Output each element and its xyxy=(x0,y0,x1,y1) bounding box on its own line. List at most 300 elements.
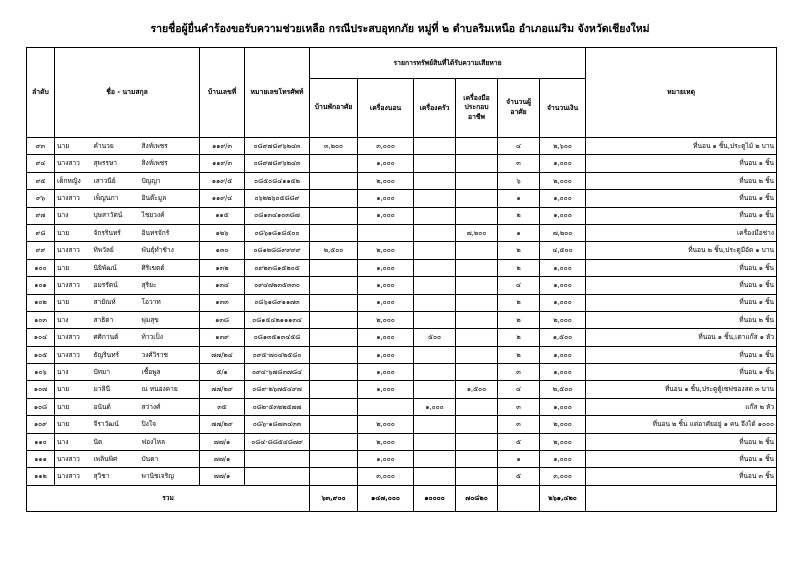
header-damage-group: รายการทรัพย์สินที่ได้รับความเสียหาย xyxy=(310,48,586,79)
cell-house xyxy=(310,416,358,433)
header-house: บ้านพักอาศัย xyxy=(310,79,358,138)
cell-phone: ๐๘๑๓๕๑๓๔๕๘ xyxy=(245,329,310,346)
cell-house xyxy=(310,259,358,276)
cell-last-name: อินทรจักร์ xyxy=(140,224,200,241)
cell-remark: ที่นอน ๑ ชิ้น,เตาแก๊ส ๑ หัว xyxy=(586,329,777,346)
cell-first-name: เพ็ญนภา xyxy=(92,190,140,207)
cell-house xyxy=(310,155,358,172)
cell-people: ๖ xyxy=(498,172,540,189)
cell-prefix: นางสาว xyxy=(55,329,92,346)
cell-remark: ที่นอน ๑ ชิ้น xyxy=(586,190,777,207)
cell-prefix: นาง xyxy=(55,311,92,328)
cell-seq: ๙๖ xyxy=(27,190,55,207)
table-row xyxy=(27,311,777,328)
total-people xyxy=(498,485,540,511)
cell-seq: ๑๐๔ xyxy=(27,329,55,346)
total-tools: ๗๐๘๒๐ xyxy=(456,485,498,511)
cell-house xyxy=(310,398,358,415)
cell-people: ๒ xyxy=(498,294,540,311)
header-mattress: เครื่องนอน xyxy=(358,79,414,138)
cell-amount: ๑,๕๐๐ xyxy=(540,329,586,346)
cell-people: ๔ xyxy=(498,277,540,294)
cell-kitchen xyxy=(414,138,456,155)
cell-house xyxy=(310,364,358,381)
cell-tools: ๑,๕๐๐ xyxy=(456,381,498,398)
cell-amount: ๒,๐๐๐ xyxy=(540,311,586,328)
cell-prefix: เด็กหญิง xyxy=(55,172,92,189)
cell-seq: ๑๐๑ xyxy=(27,277,55,294)
total-mattress: ๑๔๗,๐๐๐ xyxy=(358,485,414,511)
cell-people: ๓ xyxy=(498,398,540,415)
cell-remark: ที่นอน ๑ ชิ้น xyxy=(586,294,777,311)
cell-last-name: ไชยวงค์ xyxy=(140,207,200,224)
cell-kitchen: ๕๐๐ xyxy=(414,329,456,346)
cell-prefix: นาย xyxy=(55,138,92,155)
cell-amount: ๒,๐๐๐ xyxy=(540,172,586,189)
cell-house-no: ๑๓๔ xyxy=(200,277,245,294)
table-row xyxy=(27,172,777,189)
cell-people: ๕ xyxy=(498,433,540,450)
table-row xyxy=(27,259,777,276)
cell-kitchen xyxy=(414,468,456,485)
cell-house-no: ๑๓๐ xyxy=(200,242,245,259)
cell-people: ๒ xyxy=(498,346,540,363)
cell-prefix: นางสาว xyxy=(55,451,92,468)
cell-tools xyxy=(456,207,498,224)
cell-kitchen xyxy=(414,364,456,381)
cell-remark: ที่นอน ๑ ชิ้น,ประตูตู้เซฟของสด ๓ บาน xyxy=(586,381,777,398)
cell-phone xyxy=(245,468,310,485)
cell-phone: ๐๙๒๓๘๑๕๒๐๕ xyxy=(245,259,310,276)
cell-last-name: เชื้อพูล xyxy=(140,364,200,381)
cell-house xyxy=(310,329,358,346)
cell-last-name: ท้าวเป็ง xyxy=(140,329,200,346)
cell-people: ๔ xyxy=(498,138,540,155)
cell-house: ๓,๒๐๐ xyxy=(310,138,358,155)
cell-tools xyxy=(456,311,498,328)
cell-house xyxy=(310,294,358,311)
cell-first-name: เสาวนีย์ xyxy=(92,172,140,189)
cell-remark: ที่นอน ๑ ชิ้น xyxy=(586,364,777,381)
cell-people: ๑ xyxy=(498,224,540,241)
cell-first-name: ปัทมา xyxy=(92,364,140,381)
header-phone: หมายเลขโทรศัพท์ xyxy=(245,48,310,138)
cell-remark: ที่นอน ๑ ชิ้น xyxy=(586,277,777,294)
cell-mattress: ๑,๐๐๐ xyxy=(358,364,414,381)
cell-tools xyxy=(456,364,498,381)
cell-prefix: นาย xyxy=(55,224,92,241)
cell-kitchen xyxy=(414,224,456,241)
cell-tools xyxy=(456,433,498,450)
cell-remark: ที่นอน ๑ ชิ้น,ประตูไม้ ๒ บาน xyxy=(586,138,777,155)
cell-phone: ๐๙๕-๗๐๔๒๕๘๐ xyxy=(245,346,310,363)
table-row xyxy=(27,416,777,433)
cell-phone: ๐๘๖๑๘๑๘๕๐๐ xyxy=(245,224,310,241)
cell-first-name: สุพรรษา xyxy=(92,155,140,172)
cell-kitchen xyxy=(414,190,456,207)
cell-last-name: อินต๊ะมูล xyxy=(140,190,200,207)
cell-house-no: ๑๒๖ xyxy=(200,224,245,241)
cell-remark: ที่นอน ๑ ชิ้น xyxy=(586,259,777,276)
cell-tools xyxy=(456,416,498,433)
table-row xyxy=(27,294,777,311)
cell-kitchen xyxy=(414,416,456,433)
cell-seq: ๑๐๓ xyxy=(27,311,55,328)
cell-mattress: ๓,๐๐๐ xyxy=(358,468,414,485)
cell-house-no: ๗๗/๒๔ xyxy=(200,346,245,363)
cell-remark: ที่นอน ๑ ชิ้น xyxy=(586,451,777,468)
cell-mattress: ๑,๐๐๐ xyxy=(358,294,414,311)
table-row xyxy=(27,207,777,224)
cell-tools: ๗,๒๐๐ xyxy=(456,224,498,241)
cell-amount: ๑,๐๐๐ xyxy=(540,364,586,381)
table-row xyxy=(27,190,777,207)
cell-house-no: ๑๓๘ xyxy=(200,311,245,328)
total-row xyxy=(27,485,777,511)
cell-seq: ๑๑๑ xyxy=(27,451,55,468)
cell-house-no: ๗๗/๑ xyxy=(200,433,245,450)
cell-amount: ๑,๐๐๐ xyxy=(540,277,586,294)
cell-phone: ๐๘๙๗๘๙๖๒๔๓ xyxy=(245,138,310,155)
cell-prefix: นาง xyxy=(55,364,92,381)
cell-amount: ๑,๐๐๐ xyxy=(540,190,586,207)
cell-first-name: บุษสาวัตน์ xyxy=(92,207,140,224)
cell-first-name: สาธิตา xyxy=(92,311,140,328)
cell-prefix: นางสาว xyxy=(55,277,92,294)
cell-kitchen xyxy=(414,451,456,468)
applicants-table xyxy=(26,47,777,512)
cell-remark: เครื่องมือช่าง xyxy=(586,224,777,241)
cell-phone: ๐๘๑๕๔๒๑๑๑๓๔ xyxy=(245,311,310,328)
table-row xyxy=(27,381,777,398)
cell-phone: ๐๙๔-๖๗๘๓๗๘๔ xyxy=(245,364,310,381)
cell-seq: ๙๓ xyxy=(27,138,55,155)
cell-people: ๒ xyxy=(498,242,540,259)
cell-remark: แก๊ส ๒ หัว xyxy=(586,398,777,415)
cell-remark: ที่นอน ๓ ชิ้น xyxy=(586,468,777,485)
cell-people: ๒ xyxy=(498,207,540,224)
cell-phone xyxy=(245,451,310,468)
total-kitchen: ๑๐๐๐๐ xyxy=(414,485,456,511)
cell-house-no: ๗๗/๑ xyxy=(200,468,245,485)
cell-last-name: ปิงใจ xyxy=(140,416,200,433)
header-remark: หมายเหตุ xyxy=(586,48,777,138)
cell-first-name: อมรรัตน์ xyxy=(92,277,140,294)
cell-people: ๑ xyxy=(498,451,540,468)
cell-mattress: ๒,๐๐๐ xyxy=(358,311,414,328)
cell-seq: ๑๐๐ xyxy=(27,259,55,276)
cell-last-name: โอวาท xyxy=(140,294,200,311)
header-seq: ลำดับ xyxy=(27,48,55,138)
cell-remark: ที่นอน ๒ ชิ้น แต่อาศัยอยู่ ๑ คน จึงได้ ๑๐๐๐ xyxy=(586,416,777,433)
cell-amount: ๑,๐๐๐ xyxy=(540,294,586,311)
cell-last-name: พานิชเจริญ xyxy=(140,468,200,485)
cell-tools xyxy=(456,172,498,189)
cell-kitchen xyxy=(414,207,456,224)
cell-amount: ๔,๕๐๐ xyxy=(540,242,586,259)
header-kitchen: เครื่องครัว xyxy=(414,79,456,138)
cell-amount: ๒,๐๐๐ xyxy=(540,416,586,433)
cell-tools xyxy=(456,398,498,415)
cell-house xyxy=(310,433,358,450)
cell-house-no: ๕/๑ xyxy=(200,364,245,381)
cell-tools xyxy=(456,468,498,485)
cell-house-no: ๑๓๓ xyxy=(200,294,245,311)
total-house: ๖๓,๙๐๐ xyxy=(310,485,358,511)
cell-remark: ที่นอน ๒ ชิ้น,ประตูมีอัด ๑ บาน xyxy=(586,242,777,259)
cell-seq: ๑๐๙ xyxy=(27,416,55,433)
cell-first-name: จีราวัฒน์ xyxy=(92,416,140,433)
cell-house-no: ๑๓๙ xyxy=(200,329,245,346)
cell-people: ๒ xyxy=(498,259,540,276)
cell-first-name: นิยิพัฒน์ xyxy=(92,259,140,276)
cell-phone: ๐๘๑๓๔๑๐๓๘๗ xyxy=(245,207,310,224)
cell-prefix: นางสาว xyxy=(55,155,92,172)
cell-prefix: นาย xyxy=(55,398,92,415)
cell-first-name: เพลินพิศ xyxy=(92,451,140,468)
cell-people: ๓ xyxy=(498,155,540,172)
cell-last-name: พันธุ์ทำช้าง xyxy=(140,242,200,259)
cell-prefix: นางสาว xyxy=(55,190,92,207)
cell-phone: ๐๘๙๗๘๙๖๒๔๓ xyxy=(245,155,310,172)
cell-mattress: ๒,๐๐๐ xyxy=(358,242,414,259)
cell-people: ๓ xyxy=(498,364,540,381)
cell-mattress: ๑,๐๐๐ xyxy=(358,190,414,207)
cell-mattress: ๒,๐๐๐ xyxy=(358,433,414,450)
cell-remark: ที่นอน ๑ ชิ้น xyxy=(586,207,777,224)
cell-kitchen xyxy=(414,311,456,328)
header-amount: จำนวนเงิน xyxy=(540,79,586,138)
cell-prefix: นาง xyxy=(55,207,92,224)
cell-amount: ๒,๐๐๐ xyxy=(540,433,586,450)
cell-tools xyxy=(456,138,498,155)
cell-remark: ที่นอน ๒ ชิ้น xyxy=(586,433,777,450)
cell-people: ๑ xyxy=(498,190,540,207)
cell-house-no: ๑๑๙/๓ xyxy=(200,155,245,172)
cell-mattress: ๑,๐๐๐ xyxy=(358,451,414,468)
cell-prefix: นางสาว xyxy=(55,468,92,485)
cell-kitchen xyxy=(414,433,456,450)
cell-seq: ๑๐๘ xyxy=(27,398,55,415)
table-row xyxy=(27,329,777,346)
cell-amount: ๒,๖๐๐ xyxy=(540,138,586,155)
cell-seq: ๑๐๗ xyxy=(27,381,55,398)
cell-remark: ที่นอน ๒ ชิ้น xyxy=(586,172,777,189)
cell-amount: ๒,๕๐๐ xyxy=(540,381,586,398)
cell-house xyxy=(310,190,358,207)
cell-people: ๓ xyxy=(498,416,540,433)
table-row xyxy=(27,398,777,415)
cell-last-name: สิงห์เพชร xyxy=(140,155,200,172)
cell-people: ๕ xyxy=(498,468,540,485)
cell-remark: ที่นอน ๑ ชิ้น xyxy=(586,155,777,172)
cell-house xyxy=(310,172,358,189)
cell-last-name: สว่างศ์ xyxy=(140,398,200,415)
cell-people: ๒ xyxy=(498,329,540,346)
cell-prefix: นางสาว xyxy=(55,346,92,363)
cell-amount: ๑,๐๐๐ xyxy=(540,398,586,415)
cell-people: ๔ xyxy=(498,381,540,398)
cell-amount: ๓,๐๐๐ xyxy=(540,468,586,485)
cell-amount: ๑,๐๐๐ xyxy=(540,451,586,468)
cell-seq: ๑๐๕ xyxy=(27,346,55,363)
cell-mattress: ๑,๐๐๐ xyxy=(358,277,414,294)
cell-remark: ที่นอน ๒ ชิ้น xyxy=(586,311,777,328)
cell-phone: ๐๖๒๒๖๐๕๘๘๙ xyxy=(245,190,310,207)
cell-first-name: สายัณห์ xyxy=(92,294,140,311)
cell-kitchen: ๑,๐๐๐ xyxy=(414,398,456,415)
cell-mattress: ๒,๐๐๐ xyxy=(358,172,414,189)
cell-mattress: ๑,๐๐๐ xyxy=(358,155,414,172)
cell-first-name: สุวิชา xyxy=(92,468,140,485)
cell-first-name: ธัญรินทร์ xyxy=(92,346,140,363)
cell-mattress xyxy=(358,398,414,415)
cell-kitchen xyxy=(414,294,456,311)
cell-mattress: ๓,๐๐๐ xyxy=(358,138,414,155)
cell-first-name: จักรรินทร์ xyxy=(92,224,140,241)
cell-house-no: ๗๗/๒๙ xyxy=(200,416,245,433)
cell-last-name: วงศ์วิราช xyxy=(140,346,200,363)
cell-seq: ๙๔ xyxy=(27,155,55,172)
table-row xyxy=(27,451,777,468)
cell-phone: ๐๘๔-๘๘๕๔๘๗๙ xyxy=(245,433,310,450)
table-row xyxy=(27,433,777,450)
table-row xyxy=(27,242,777,259)
header-tools: เครื่องมือประกอบอาชีพ xyxy=(456,79,498,138)
cell-house-no: ๗๗/๒๙ xyxy=(200,381,245,398)
table-row xyxy=(27,138,777,155)
cell-kitchen xyxy=(414,381,456,398)
cell-tools xyxy=(456,346,498,363)
cell-kitchen xyxy=(414,155,456,172)
cell-mattress xyxy=(358,224,414,241)
cell-house-no: ๓๕ xyxy=(200,398,245,415)
total-remark xyxy=(586,485,777,511)
cell-house xyxy=(310,224,358,241)
cell-phone: ๐๘๕๐๘๔๑๑๕๒ xyxy=(245,172,310,189)
cell-phone: ๐๘๑๒๘๘๙๙๙๙ xyxy=(245,242,310,259)
cell-first-name: อนันต์ xyxy=(92,398,140,415)
header-name: ชื่อ - นามสกุล xyxy=(55,48,200,138)
cell-tools xyxy=(456,259,498,276)
cell-last-name: ณ หนองคาย xyxy=(140,381,200,398)
cell-house xyxy=(310,451,358,468)
cell-phone: ๐๘๖-๑๘๗๓๔๓๓ xyxy=(245,416,310,433)
cell-seq: ๑๑๐ xyxy=(27,433,55,450)
cell-phone: ๐๘๒-๕๓๒๒๕๗๗ xyxy=(245,398,310,415)
cell-prefix: นาย xyxy=(55,259,92,276)
cell-phone: ๐๘๖๑๘๙๑๑๗๓ xyxy=(245,294,310,311)
cell-kitchen xyxy=(414,242,456,259)
cell-mattress: ๑,๐๐๐ xyxy=(358,381,414,398)
cell-kitchen xyxy=(414,277,456,294)
cell-first-name: ศศิกานต์ xyxy=(92,329,140,346)
cell-amount: ๗,๒๐๐ xyxy=(540,224,586,241)
cell-prefix: นาง xyxy=(55,433,92,450)
cell-last-name: สิงห์เพชร xyxy=(140,138,200,155)
total-amount: ๒๖๑,๔๒๐ xyxy=(540,485,586,511)
table-row xyxy=(27,364,777,381)
cell-mattress: ๑,๐๐๐ xyxy=(358,259,414,276)
cell-last-name: บันดา xyxy=(140,451,200,468)
cell-last-name: ฟองไหล xyxy=(140,433,200,450)
cell-first-name: มาลินี xyxy=(92,381,140,398)
cell-amount: ๑,๐๐๐ xyxy=(540,259,586,276)
cell-tools xyxy=(456,294,498,311)
cell-tools xyxy=(456,451,498,468)
cell-seq: ๙๙ xyxy=(27,242,55,259)
cell-seq: ๙๗ xyxy=(27,207,55,224)
cell-tools xyxy=(456,155,498,172)
cell-kitchen xyxy=(414,172,456,189)
cell-amount: ๑,๐๐๐ xyxy=(540,155,586,172)
cell-last-name: สุริยะ xyxy=(140,277,200,294)
cell-house: ๒,๕๐๐ xyxy=(310,242,358,259)
cell-mattress: ๑,๐๐๐ xyxy=(358,207,414,224)
cell-first-name: นิด xyxy=(92,433,140,450)
table-row xyxy=(27,346,777,363)
cell-house-no: ๑๑๙/๔ xyxy=(200,190,245,207)
total-label: รวม xyxy=(27,485,310,511)
table-row xyxy=(27,155,777,172)
cell-house xyxy=(310,311,358,328)
cell-house-no: ๗๗/๑ xyxy=(200,451,245,468)
cell-phone: ๐๙๔๗๒๓๕๓๓๐ xyxy=(245,277,310,294)
cell-house-no: ๑๑๙/๓ xyxy=(200,138,245,155)
cell-mattress: ๑,๐๐๐ xyxy=(358,329,414,346)
page-title: รายชื่อผู้ยื่นคำร้องขอรับความช่วยเหลือ กรณีประสบอุทกภัย หมู่ที่ ๒ ตำบลริมเหนือ อำเภอแม่ริม จังหวัดเชียงใหม่ xyxy=(150,23,650,35)
cell-house xyxy=(310,207,358,224)
cell-prefix: นางสาว xyxy=(55,242,92,259)
cell-house-no: ๑๓๒ xyxy=(200,259,245,276)
cell-mattress: ๒,๐๐๐ xyxy=(358,416,414,433)
cell-house-no: ๑๑๙/๕ xyxy=(200,172,245,189)
cell-tools xyxy=(456,329,498,346)
cell-first-name: ทิพวัลย์ xyxy=(92,242,140,259)
cell-phone: ๐๘๙-๒๖๗๕๔๙๗ xyxy=(245,381,310,398)
cell-last-name: ปัญญา xyxy=(140,172,200,189)
cell-seq: ๑๐๒ xyxy=(27,294,55,311)
cell-seq: ๑๐๖ xyxy=(27,364,55,381)
cell-house xyxy=(310,468,358,485)
cell-seq: ๙๕ xyxy=(27,172,55,189)
cell-seq: ๙๘ xyxy=(27,224,55,241)
cell-people: ๒ xyxy=(498,311,540,328)
cell-tools xyxy=(456,242,498,259)
cell-amount: ๑,๐๐๐ xyxy=(540,207,586,224)
header-house-no: บ้านเลขที่ xyxy=(200,48,245,138)
cell-seq: ๑๑๒ xyxy=(27,468,55,485)
header-people: จำนวนผู้อาศัย xyxy=(498,79,540,138)
table-row xyxy=(27,224,777,241)
cell-kitchen xyxy=(414,259,456,276)
cell-amount: ๑,๐๐๐ xyxy=(540,346,586,363)
cell-prefix: นาย xyxy=(55,416,92,433)
cell-tools xyxy=(456,190,498,207)
table-row xyxy=(27,277,777,294)
cell-prefix: นาย xyxy=(55,381,92,398)
cell-prefix: นาย xyxy=(55,294,92,311)
cell-house xyxy=(310,381,358,398)
cell-house xyxy=(310,346,358,363)
cell-last-name: พุ่มสุข xyxy=(140,311,200,328)
cell-kitchen xyxy=(414,346,456,363)
cell-house-no: ๑๑๕ xyxy=(200,207,245,224)
cell-remark: ที่นอน ๑ ชิ้น xyxy=(586,346,777,363)
cell-house xyxy=(310,277,358,294)
cell-tools xyxy=(456,277,498,294)
table-row xyxy=(27,468,777,485)
